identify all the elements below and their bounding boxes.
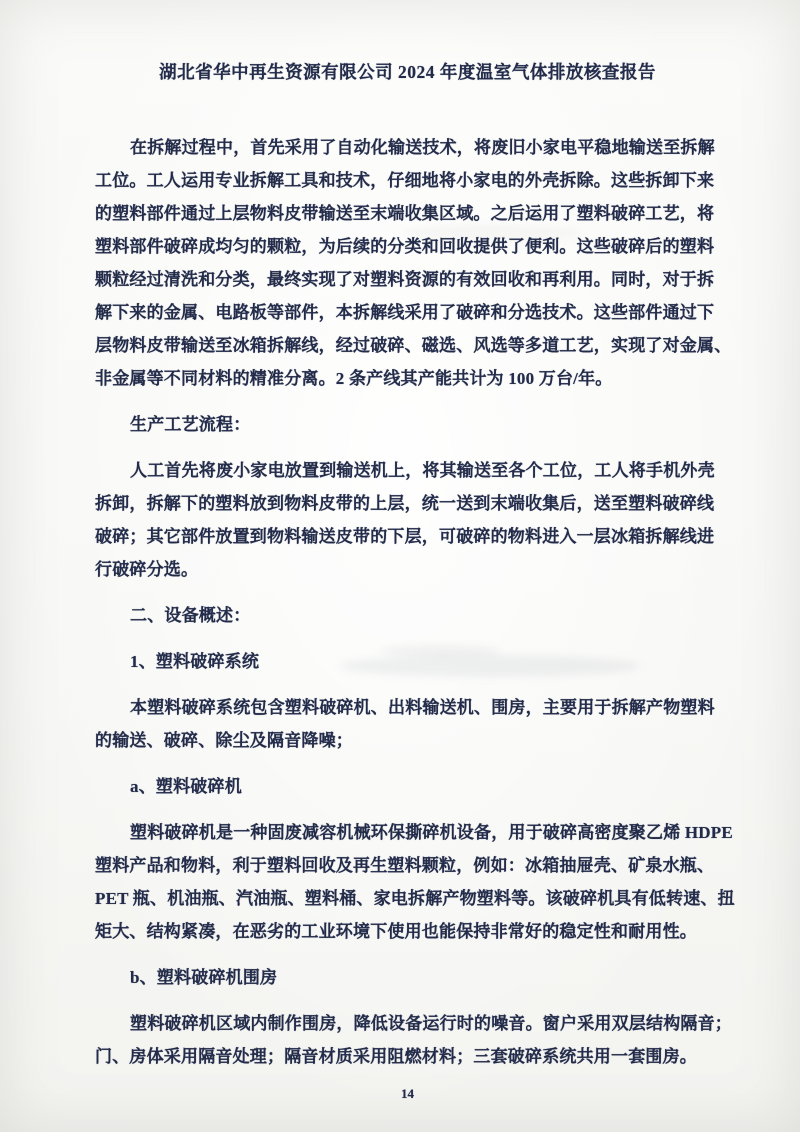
paragraph-crusher-description [95, 816, 735, 948]
text-line: 行破碎分选。 [95, 560, 199, 579]
text-line: 在拆解过程中，首先采用了自动化输送技术，将废旧小家电平稳地输送至拆解 [130, 138, 715, 157]
paragraph-production-process [95, 454, 720, 586]
heading-text: 1、塑料破碎系统 [130, 652, 260, 671]
paragraph-enclosure-description [95, 1007, 732, 1073]
page-content [95, 56, 735, 1102]
text-line: 塑料破碎机是一种固废减容机械环保撕碎机设备，用于破碎高密度聚乙烯 HDPE [130, 823, 733, 842]
text-line: 层物料皮带输送至冰箱拆解线，经过破碎、磁选、风选等多道工艺，实现了对金属、 [95, 336, 732, 355]
heading-text: a、塑料破碎机 [130, 777, 242, 796]
text-line: 拆卸，拆解下的塑料放到物料皮带的上层，统一送到末端收集后，送至塑料破碎线 [95, 494, 715, 513]
heading-plastic-crushing-system [95, 645, 720, 678]
heading-text: b、塑料破碎机围房 [130, 968, 278, 987]
text-line: 门、房体采用隔音处理；隔音材质采用阻燃材料；三套破碎系统共用一套围房。 [95, 1047, 697, 1066]
paragraph-dismantling-process [95, 131, 732, 395]
text-line: 人工首先将废小家电放置到输送机上，将其输送至各个工位，工人将手机外壳 [130, 461, 715, 480]
heading-text: 二、设备概述： [130, 606, 251, 625]
text-line: 塑料部件破碎成均匀的颗粒，为后续的分类和回收提供了便利。这些破碎后的塑料 [95, 237, 715, 256]
text-line: 工位。工人运用专业拆解工具和技术，仔细地将小家电的外壳拆除。这些拆卸下来 [95, 171, 715, 190]
heading-plastic-crusher [95, 770, 720, 803]
paragraph-system-description [95, 691, 720, 757]
text-line: PET 瓶、机油瓶、汽油瓶、塑料桶、家电拆解产物塑料等。该破碎机具有低转速、扭 [95, 889, 735, 908]
text-line: 的输送、破碎、除尘及隔音降噪； [95, 731, 353, 750]
heading-equipment-overview [95, 599, 720, 632]
heading-text: 生产工艺流程： [130, 415, 251, 434]
text-line: 解下来的金属、电路板等部件，本拆解线采用了破碎和分选技术。这些部件通过下 [95, 303, 715, 322]
text-line: 本塑料破碎系统包含塑料破碎机、出料输送机、围房，主要用于拆解产物塑料 [130, 698, 715, 717]
text-line: 非金属等不同材料的精准分离。2 条产线其产能共计为 100 万台/年。 [95, 369, 613, 388]
text-line: 塑料破碎机区域内制作围房，降低设备运行时的噪音。窗户采用双层结构隔音； [130, 1014, 732, 1033]
text-line: 颗粒经过清洗和分类，最终实现了对塑料资源的有效回收和再利用。同时，对于拆 [95, 270, 715, 289]
heading-crusher-enclosure [95, 961, 720, 994]
text-line: 的塑料部件通过上层物料皮带输送至末端收集区域。之后运用了塑料破碎工艺，将 [95, 204, 715, 223]
text-line: 破碎；其它部件放置到物料输送皮带的下层，可破碎的物料进入一层冰箱拆解线进 [95, 527, 715, 546]
text-line: 塑料产品和物料，利于塑料回收及再生塑料颗粒，例如：冰箱抽屉壳、矿泉水瓶、 [95, 856, 715, 875]
text-line: 矩大、结构紧凑，在恶劣的工业环境下使用也能保持非常好的稳定性和耐用性。 [95, 922, 697, 941]
page-title: 湖北省华中再生资源有限公司 2024 年度温室气体排放核查报告 [159, 62, 656, 82]
page-number: 14 [401, 1086, 414, 1101]
heading-production-process [95, 408, 720, 441]
